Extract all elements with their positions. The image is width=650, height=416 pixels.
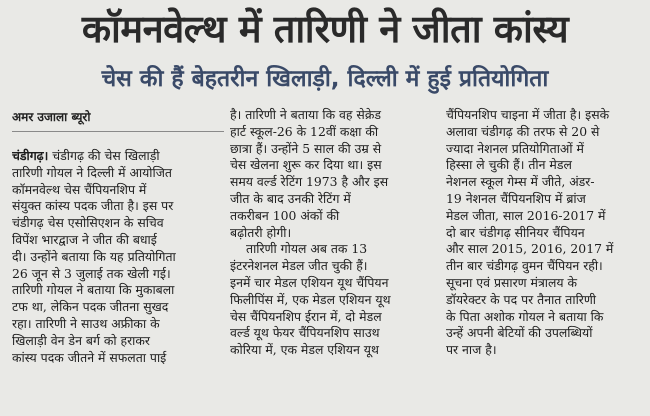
article-line-text: चंडीगढ़ की चेस खिलाड़ी (48, 148, 160, 163)
article-line: चेस खेलना शुरू कर दिया था। इस (230, 157, 382, 173)
article-line: जीत के बाद उनकी रेटिंग में (230, 190, 351, 206)
dateline: चंडीगढ़। (12, 148, 49, 163)
subheadline: चेस की हैं बेहतरीन खिलाड़ी, दिल्ली में हुई प्रतियोगिता (101, 66, 549, 92)
article-line: दी। उन्होंने बताया कि यह प्रतियोगिता (12, 248, 176, 264)
article-line: तारिणी गोयल ने बताया कि मुकाबला (12, 282, 175, 298)
article-line: छात्रा हैं। उन्होंने 5 साल की उम्र से (230, 140, 382, 156)
article-line: नेशनल स्कूल गेम्स में जीते, अंडर- (446, 174, 595, 190)
article-line: दो बार चंडीगढ़ सीनियर चैंपियन (446, 224, 585, 240)
article-line: खिलाड़ी वेन डेन बर्ग को हराकर (12, 332, 150, 348)
article-line: रहा। तारिणी ने साउथ अफ्रीका के (12, 315, 160, 331)
article-line: चैंपियनशिप चाइना में जीता है। इसके (446, 107, 610, 122)
article-line: हिस्सा ले चुकी हैं। तीन मेडल (446, 157, 572, 173)
byline: अमर उजाला ब्यूरो (12, 110, 91, 124)
article-line: टफ था, लेकिन पदक जीतना सुखद (12, 299, 169, 315)
article-line: हार्ट स्कूल-26 के 12वीं कक्षा की (230, 123, 379, 139)
article-line: इंटरनेशनल मेडल जीत चुकी हैं। (230, 258, 368, 274)
article-line: कॉमनवेल्थ चेस चैंपियनशिप में (12, 181, 147, 197)
article-column-1 (12, 148, 224, 366)
article-line: तकरीबन 100 अंकों की (230, 207, 340, 223)
article-line: कोरिया में, एक मेडल एशियन यूथ (230, 342, 379, 358)
article-line: अलावा चंडीगढ़ की तरफ से 20 से (446, 123, 600, 139)
article-line: कांस्य पदक जीतने में सफलता पाई (12, 349, 167, 365)
article-line: वर्ल्ड यूथ फेयर चैंपियनशिप साउथ (230, 325, 380, 341)
article-line: फिलीपिंस में, एक मेडल एशियन यूथ (230, 291, 391, 307)
article-line: मेडल जीता, साल 2016-2017 में (446, 207, 606, 223)
article-line (12, 148, 224, 165)
article-line: समय वर्ल्ड रेटिंग 1973 है और इस (230, 174, 389, 190)
article-line: है। तारिणी ने बताया कि वह सेक्रेड (230, 107, 381, 122)
article-line: के पिता अशोक गोयल ने बताया कि (446, 308, 604, 324)
article-line: उन्हें अपनी बेटियों की उपलब्धियों (446, 325, 593, 341)
article-column-3 (446, 107, 642, 359)
article-column-2 (230, 107, 438, 359)
article-line: तारिणी गोयल ने दिल्ली में आयोजित (12, 164, 172, 180)
article-line: डॉयरेक्टर के पद पर तैनात तारिणी (446, 291, 597, 307)
article-line: चेस चैंपियनशिप ईरान में, दो मेडल (230, 308, 382, 324)
article-line: विपेंश भारद्वाज ने जीत की बधाई (12, 231, 157, 247)
headline: कॉमनवेल्थ में तारिणी ने जीता कांस्य (81, 7, 569, 51)
article-line: सूचना एवं प्रसारण मंत्रालय के (446, 274, 578, 290)
article-line: बढ़ोतरी होगी। (230, 224, 292, 240)
article-line: पर नाज है। (446, 342, 497, 358)
article-line: तीन बार चंडीगढ़ वुमन चैंपियन रही। (446, 258, 603, 274)
article-line: तारिणी गोयल अब तक 13 (246, 241, 368, 257)
article-line: इनमें चार मेडल एशियन यूथ चैंपियन (230, 274, 389, 290)
article-line: संयुक्त कांस्य पदक जीता है। इस पर (12, 198, 174, 214)
article-line: 26 जून से 3 जुलाई तक खेली गई। (12, 265, 171, 281)
article-line: और साल 2015, 2016, 2017 में (446, 241, 614, 257)
byline-rule (12, 131, 224, 132)
article-line: चंडीगढ़ चेस एसोसिएशन के सचिव (12, 215, 164, 231)
article-line: ज्यादा नेशनल प्रतियोगिताओं में (446, 140, 584, 156)
article-line: 19 नेशनल चैंपियनशिप में ब्रांज (446, 190, 586, 206)
